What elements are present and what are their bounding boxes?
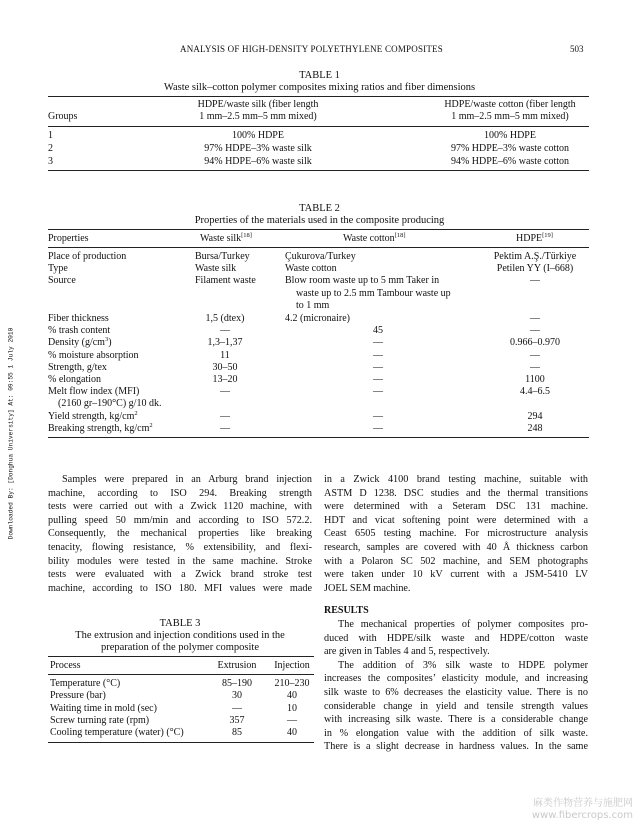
- text-line: Samples were prepared in an Arburg brand injection: [62, 474, 312, 485]
- table2-cell: —: [530, 325, 540, 336]
- table3-label: TABLE 3: [159, 618, 201, 629]
- watermark: [532, 798, 633, 822]
- running-header-title: ANALYSIS OF HIGH-DENSITY POLYETHYLENE COMPOSITES: [180, 44, 443, 54]
- table3-header-process: Process: [50, 660, 81, 671]
- table2-cell: 248: [527, 423, 543, 434]
- text-line: pulling speed 50 mm/min and according to ISO 572.2.: [48, 514, 312, 526]
- watermark-line2: www.fibercrops.com: [531, 810, 633, 821]
- page-number: 503: [570, 44, 584, 54]
- text-line: in % elongation value with the addition of silk waste.: [324, 727, 588, 739]
- download-stamp: [1, 300, 15, 570]
- table2-cell: Fiber thickness: [48, 313, 109, 324]
- table1-header-rule: [48, 126, 589, 127]
- table3-cell: —: [232, 703, 242, 714]
- table2-cell: % moisture absorption: [48, 350, 139, 361]
- table1-cell: 97% HDPE–3% waste cotton: [450, 143, 570, 154]
- table2-cell: Bursa/Turkey: [195, 251, 250, 262]
- text-line: research, samples are covered with 40 Å thickness carbon: [324, 541, 588, 553]
- table2-cell: Source: [48, 275, 76, 286]
- text-line: The addition of 3% silk waste to HDPE polymer: [338, 659, 588, 671]
- table2-header-silk: Waste silk[18]: [200, 232, 252, 244]
- table2-label: TABLE 2: [299, 203, 340, 214]
- table3-cell: 40: [287, 727, 297, 738]
- results-paragraph: [324, 618, 588, 754]
- table1-header-groups: Groups: [48, 111, 78, 122]
- text-line: were determined with a Seteram DSC 131 machine.: [324, 501, 588, 513]
- table3-cell: 30: [232, 690, 242, 701]
- table2-cell: Waste silk: [195, 263, 237, 274]
- table1-cell: 2: [48, 143, 53, 154]
- table1-cell: 3: [48, 156, 53, 167]
- table2-cell: Blow room waste up to 5 mm Taker in: [285, 275, 440, 286]
- table3-cell: Screw turning rate (rpm): [50, 715, 150, 726]
- text-line: tests were evaluated with a Zwick brand stroke test: [48, 569, 312, 581]
- table2-cell: Breaking strength, $kg/cm^2$: [48, 422, 153, 434]
- text-line: machine, according to ISO 294. Breaking strength: [48, 487, 312, 499]
- table2-cell: —: [530, 350, 540, 361]
- table2-cell: —: [373, 337, 383, 348]
- table2-cell: Type: [48, 263, 68, 274]
- table2-cell: —: [373, 374, 383, 385]
- table2-cell: —: [220, 325, 230, 336]
- table1-header-cotton-l2: 1 mm–2.5 mm–5 mm mixed): [451, 111, 569, 122]
- table2-cell: —: [220, 423, 230, 434]
- table1-header-cotton-l1: HDPE/waste cotton (fiber length: [444, 99, 576, 110]
- text-line: machine, according to ISO 180. MFI values were made: [48, 582, 312, 594]
- text-line: There is a slight decrease in hardness values. In the same: [324, 741, 588, 753]
- results-heading: RESULTS: [324, 605, 369, 616]
- table2-cell: 0.966–0.970: [510, 337, 560, 348]
- table2-cell: —: [373, 362, 383, 373]
- table1-top-rule: [48, 96, 589, 97]
- text-line: with increasing silk waste. There is a considerable change: [324, 714, 588, 726]
- table2-top-rule: [48, 229, 589, 230]
- text-line: Ceast 6505 testing machine. For microstructure analysis: [324, 528, 588, 540]
- text-line: considerable change in yield and tensile strength values: [324, 700, 588, 712]
- table3-header-rule: [48, 674, 314, 675]
- text-line: were taken under 10 kV current with a JSM-5410 LV: [324, 569, 588, 581]
- table2-cell: 1,3–1,37: [207, 337, 243, 348]
- table2-cell: waste up to 2.5 mm Tambour waste up: [296, 288, 451, 299]
- table3-cell: —: [287, 715, 297, 726]
- text-line: JOEL SEM machine.: [324, 582, 411, 594]
- table1-label: TABLE 1: [299, 70, 340, 81]
- table2-cell: 11: [220, 350, 230, 361]
- table2-cell: Density $(g/cm^3)$: [48, 336, 112, 348]
- table3-header-injection: Injection: [274, 660, 310, 671]
- table1-cell: 97% HDPE–3% waste silk: [204, 143, 312, 154]
- table3-cell: 40: [287, 690, 297, 701]
- watermark-line1: 麻类作物营养与施肥网: [533, 798, 633, 809]
- table2-header-hdpe: HDPE[19]: [516, 232, 553, 244]
- table1-header-silk-l1: HDPE/waste silk (fiber length: [197, 99, 319, 110]
- table3-cell: Temperature (°C): [50, 678, 121, 689]
- table1-caption: Waste silk–cotton polymer composites mixing ratios and fiber dimensions: [163, 82, 476, 93]
- table2-cell: Filament waste: [195, 275, 256, 286]
- table1-header-silk-l2: 1 mm–2.5 mm–5 mm mixed): [199, 111, 317, 122]
- table2-cell: to 1 mm: [296, 300, 330, 311]
- table1-cell: 94% HDPE–6% waste cotton: [450, 156, 570, 167]
- text-line: tests were carried out with a Zwick 1120 machine, with: [48, 501, 312, 513]
- table2-cell: —: [220, 411, 230, 422]
- table2-cell: Yield strength, $kg/cm^2$: [48, 410, 138, 422]
- table2-cell: (2160 gr–190°C) g/10 dk.: [58, 398, 162, 409]
- text-line: are given in Tables 4 and 5, respectively.: [324, 646, 490, 658]
- table3-top-rule: [48, 656, 314, 657]
- table2-cell: —: [530, 362, 540, 373]
- text-line: Consequently, the mechanical properties like breaking: [48, 528, 312, 540]
- download-stamp-text: Downloaded By: [Donghua University] At: 09:55 1 July 2010: [7, 327, 15, 540]
- table2-cell: 45: [373, 325, 383, 336]
- table2-bottom-rule: [48, 437, 589, 438]
- table3-header-extrusion: Extrusion: [217, 660, 257, 671]
- text-line: tenacity, flowing resistance, % extensibility, and flexi-: [48, 541, 312, 553]
- table2-cell: —: [373, 386, 383, 397]
- table2-cell: 1100: [525, 374, 545, 385]
- body-paragraph-left: [48, 473, 312, 595]
- table2-cell: % trash content: [48, 325, 111, 336]
- table2-cell: 4.4–6.5: [520, 386, 550, 397]
- table2-cell: 30–50: [212, 362, 238, 373]
- table2-cell: 1,5 (dtex): [205, 313, 245, 324]
- table1-cell: 100% HDPE: [484, 130, 536, 141]
- table3-caption-l1: The extrusion and injection conditions used in the: [75, 630, 285, 641]
- table2-cell: —: [220, 386, 230, 397]
- text-line: duced with HDPE/silk waste and HDPE/cotton waste: [324, 632, 588, 644]
- table1-cell: 1: [48, 130, 53, 141]
- table1-bottom-rule: [48, 170, 589, 171]
- table2-cell: Strength, g/tex: [48, 362, 107, 373]
- table2-cell: —: [373, 350, 383, 361]
- text-line: increases the composites’ elasticity module, and increasing: [324, 673, 588, 685]
- text-line: with a Polaron SC 502 machine, and SEM photographs: [324, 555, 588, 567]
- text-line: bility modules were tested in the same machine. Stroke: [48, 555, 312, 567]
- table2-cell: —: [530, 275, 540, 286]
- table2-cell: —: [373, 423, 383, 434]
- table3-cell: 10: [287, 703, 297, 714]
- table2-cell: Place of production: [48, 251, 127, 262]
- table3-cell: 357: [229, 715, 245, 726]
- text-line: in a Zwick 4100 brand testing machine, suitable with: [324, 474, 588, 485]
- table2-cell: 4.2 (micronaire): [285, 313, 350, 324]
- table2-cell: % elongation: [48, 374, 102, 385]
- body-paragraph-right: [324, 473, 588, 595]
- table3-bottom-rule: [48, 742, 314, 743]
- table2-cell: 294: [527, 411, 543, 422]
- table2-cell: Melt flow index (MFI): [48, 386, 140, 397]
- table2-header-rule: [48, 247, 589, 248]
- table2-caption: Properties of the materials used in the composite producing: [194, 215, 445, 226]
- table2-cell: Çukurova/Turkey: [285, 251, 356, 262]
- table3-cell: 85: [232, 727, 242, 738]
- table2-header-properties: Properties: [48, 233, 89, 244]
- table2-cell: 13–20: [212, 374, 238, 385]
- text-line: The mechanical properties of polymer composites pro-: [338, 619, 588, 630]
- table2-cell: Petilen YY (I–668): [496, 263, 574, 274]
- table2-cell: —: [373, 411, 383, 422]
- table3-cell: Cooling temperature (water) (°C): [50, 727, 184, 738]
- table2-cell: Waste cotton: [285, 263, 337, 274]
- table1-cell: 94% HDPE–6% waste silk: [204, 156, 312, 167]
- table2-header-cotton: Waste cotton[18]: [343, 232, 406, 244]
- table3-cell: Pressure (bar): [50, 690, 106, 701]
- table2-cell: Pektim A.Ş./Türkiye: [493, 251, 577, 262]
- text-line: HDT and vicat softening point were determined with a: [324, 514, 588, 526]
- table1-cell: 100% HDPE: [232, 130, 284, 141]
- table3-cell: 210–230: [274, 678, 310, 689]
- text-line: silk waste to 6% decreases the elasticity value. There is no: [324, 686, 588, 698]
- table3-caption-l2: preparation of the polymer composite: [100, 642, 260, 653]
- table3-cell: 85–190: [222, 678, 252, 689]
- table3-cell: Waiting time in mold (sec): [50, 703, 157, 714]
- text-line: ASTM D 1238. DSC studies and the thermal transitions: [324, 487, 588, 499]
- table2-cell: —: [530, 313, 540, 324]
